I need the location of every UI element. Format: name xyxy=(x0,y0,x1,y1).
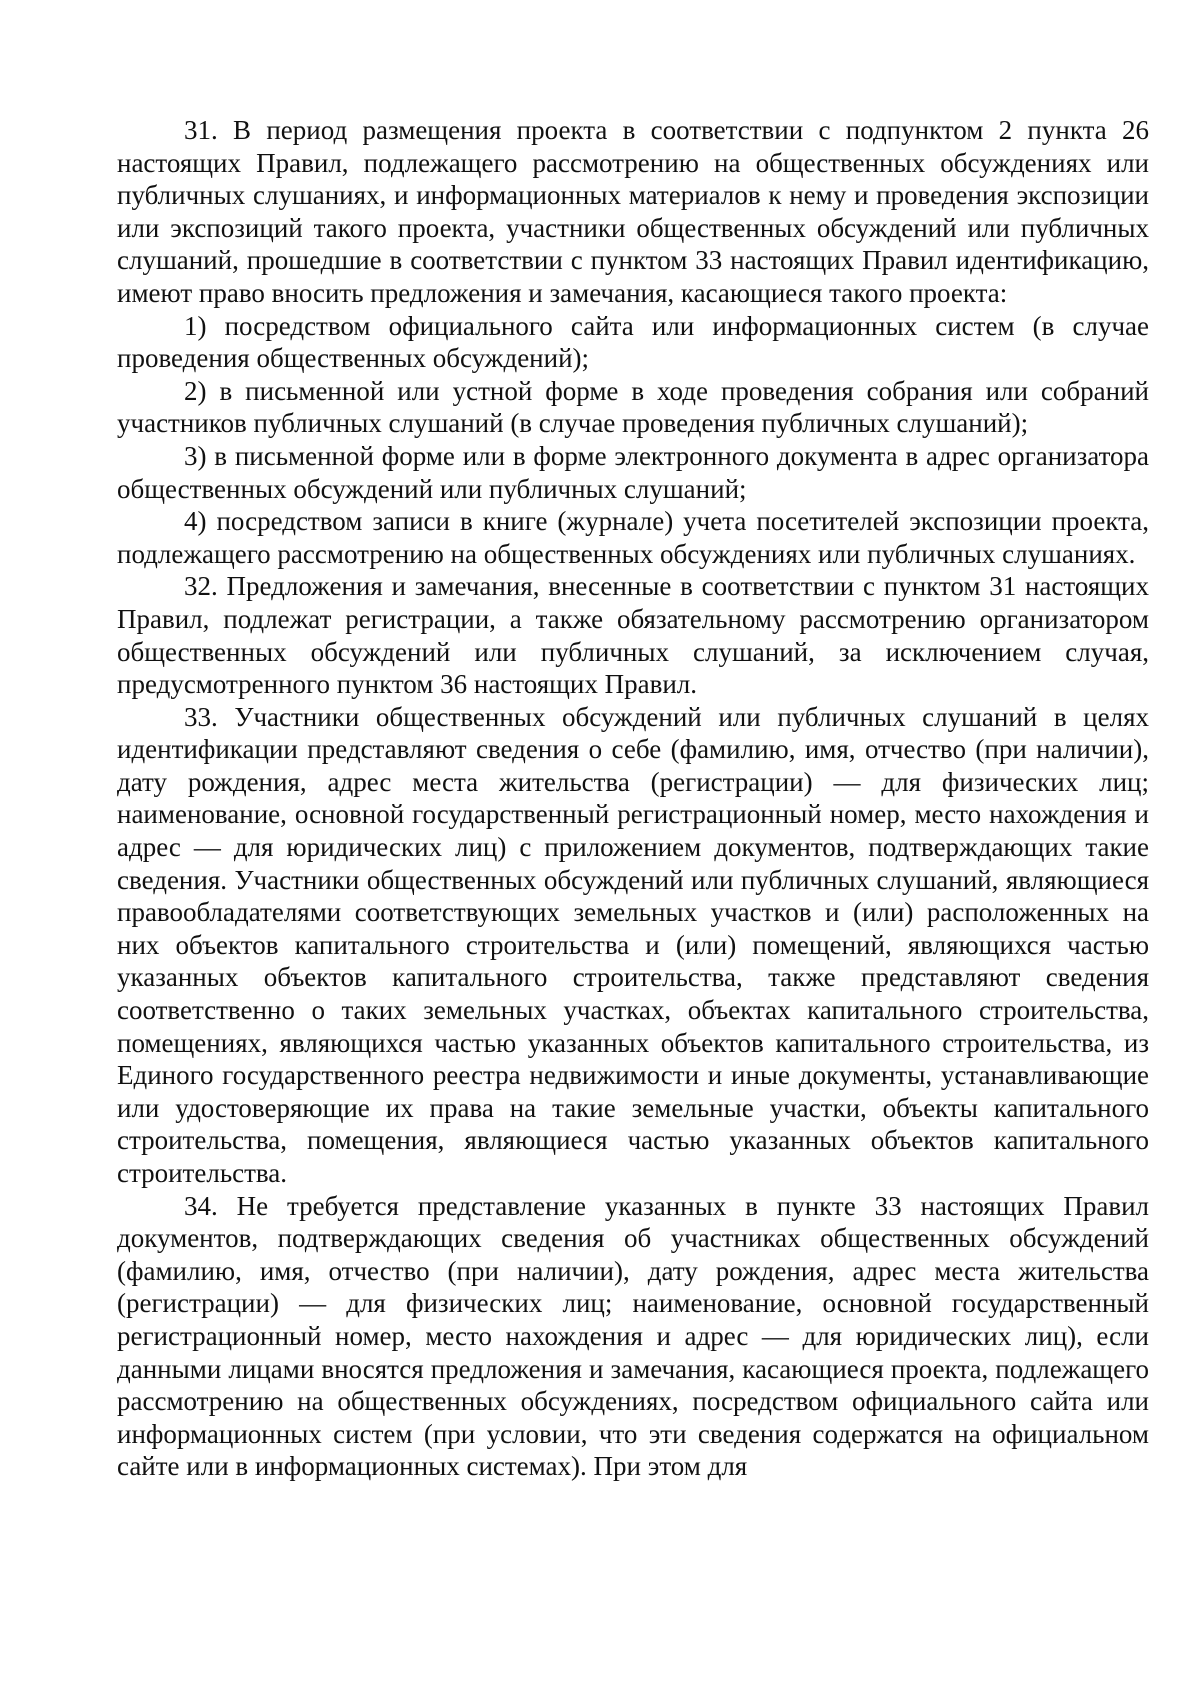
list-item-4: 4) посредством записи в книге (журнале) учета посетителей экспозиции проекта, подлежащего рассмотрению на общественных обсуждениях или публичных слушаниях. xyxy=(117,506,1149,569)
paragraph-33: 33. Участники общественных обсуждений или публичных слушаний в целях идентификации представляют сведения о себе (фамилию, имя, отчество (при наличии), дату рождения, адрес места жительства (регистрации) — для физических лиц; наименование, основной государственный регистрационный номер, место нахождения и адрес — для юридических лиц) с приложением документов, подтверждающих такие сведения. Участники общественных обсуждений или публичных слушаний, являющиеся правообладателями соответствующих земельных участков и (или) расположенных на них объектов капитального строительства и (или) помещений, являющихся частью указанных объектов капитального строительства, также представляют сведения соответственно о таких земельных участках, объектах капитального строительства, помещениях, являющихся частью указанных объектов капитального строительства, из Единого государственного реестра недвижимости и иные документы, устанавливающие или удостоверяющие их права на такие земельные участки, объекты капитального строительства, помещения, являющиеся частью указанных объектов капитального строительства. xyxy=(117,701,1149,1188)
paragraph-34: 34. Не требуется представление указанных в пункте 33 настоящих Правил документов, подтверждающих сведения об участниках общественных обсуждений (фамилию, имя, отчество (при наличии), дату рождения, адрес места жительства (регистрации) — для физических лиц; наименование, основной государственный регистрационный номер, место нахождения и адрес — для юридических лиц), если данными лицами вносятся предложения и замечания, касающиеся проекта, подлежащего рассмотрению на общественных обсуждениях, посредством официального сайта или информационных систем (при условии, что эти сведения содержатся на официальном сайте или в информационных системах). При этом для xyxy=(117,1190,1149,1482)
paragraph-32: 32. Предложения и замечания, внесенные в соответствии с пунктом 31 настоящих Правил, подлежат регистрации, а также обязательному рассмотрению организатором общественных обсуждений или публичных слушаний, за исключением случая, предусмотренного пунктом 36 настоящих Правил. xyxy=(117,571,1149,700)
list-item-3: 3) в письменной форме или в форме электронного документа в адрес организатора общественных обсуждений или публичных слушаний; xyxy=(117,440,1149,504)
list-item-2: 2) в письменной или устной форме в ходе проведения собрания или собраний участников публичных слушаний (в случае проведения публичных слушаний); xyxy=(117,375,1149,439)
paragraph-31: 31. В период размещения проекта в соответствии с подпунктом 2 пункта 26 настоящих Правил, подлежащего рассмотрению на общественных обсуждениях или публичных слушаниях, и информационных материалов к нему и проведения экспозиции или экспозиций такого проекта, участники общественных обсуждений или публичных слушаний, прошедшие в соответствии с пунктом 33 настоящих Правил идентификацию, имеют право вносить предложения и замечания, касающиеся такого проекта: xyxy=(117,115,1149,308)
list-item-1: 1) посредством официального сайта или информационных систем (в случае проведения общественных обсуждений); xyxy=(117,310,1149,374)
document-page xyxy=(117,114,1149,1483)
